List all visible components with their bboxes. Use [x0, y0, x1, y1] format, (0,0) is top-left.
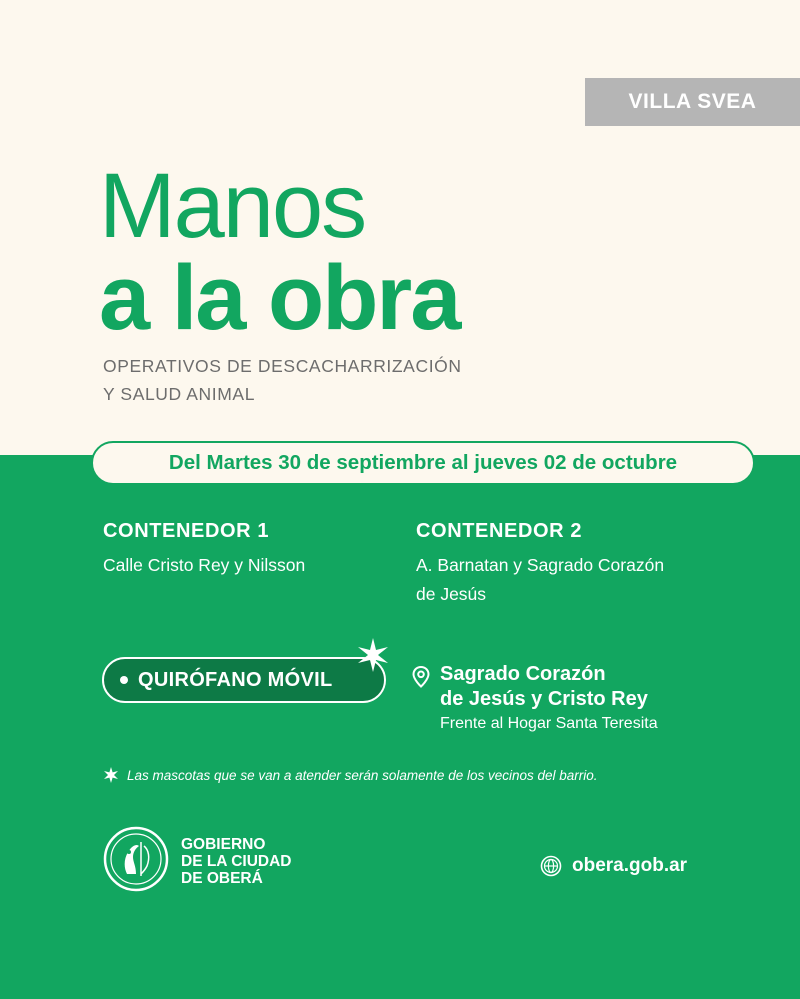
title-line-1: Manos: [99, 155, 366, 257]
government-line-2: DE LA CIUDAD: [181, 853, 292, 870]
mobile-surgery-pill: [102, 657, 386, 703]
footnote-text: Las mascotas que se van a atender serán solamente de los vecinos del barrio.: [127, 767, 598, 783]
government-line-3: DE OBERÁ: [181, 870, 263, 887]
container-2-address: [416, 551, 746, 609]
container-2-title: CONTENEDOR 2: [416, 520, 583, 542]
website-text: obera.gob.ar: [572, 855, 688, 876]
bullet-dot-icon: [120, 676, 128, 684]
container-1-address: [103, 551, 383, 580]
location-line-2: de Jesús y Cristo Rey: [440, 688, 648, 710]
website-link[interactable]: [540, 855, 687, 877]
asterisk-star-icon: [103, 767, 119, 783]
globe-icon: [540, 855, 562, 877]
subtitle-line-2: Y SALUD ANIMAL: [103, 384, 256, 404]
city-seal-logo: [103, 826, 169, 892]
container-2: [416, 520, 746, 609]
container-1: [103, 520, 383, 580]
sparkle-icon: [356, 638, 390, 672]
government-name: [181, 836, 292, 887]
government-line-1: GOBIERNO: [181, 836, 266, 853]
location-detail: Frente al Hogar Santa Teresita: [440, 715, 658, 732]
container-1-address-line-1: Calle Cristo Rey y Nilsson: [103, 555, 306, 575]
location-line-1: Sagrado Corazón: [440, 663, 606, 685]
neighborhood-tag: VILLA SVEA: [585, 78, 800, 126]
mobile-surgery-label: QUIRÓFANO MÓVIL: [138, 668, 333, 691]
subtitle: [103, 352, 462, 408]
title-line-2: a la obra: [99, 247, 460, 349]
location-pin-icon: [412, 666, 430, 688]
container-2-address-line-2: de Jesús: [416, 584, 487, 604]
date-range-pill: Del Martes 30 de septiembre al jueves 02 de octubre: [91, 441, 755, 485]
container-1-title: CONTENEDOR 1: [103, 520, 270, 542]
footnote: [103, 767, 598, 783]
container-2-address-line-1: A. Barnatan y Sagrado Corazón: [416, 555, 665, 575]
subtitle-line-1: OPERATIVOS DE DESCACHARRIZACIÓN: [103, 356, 462, 376]
